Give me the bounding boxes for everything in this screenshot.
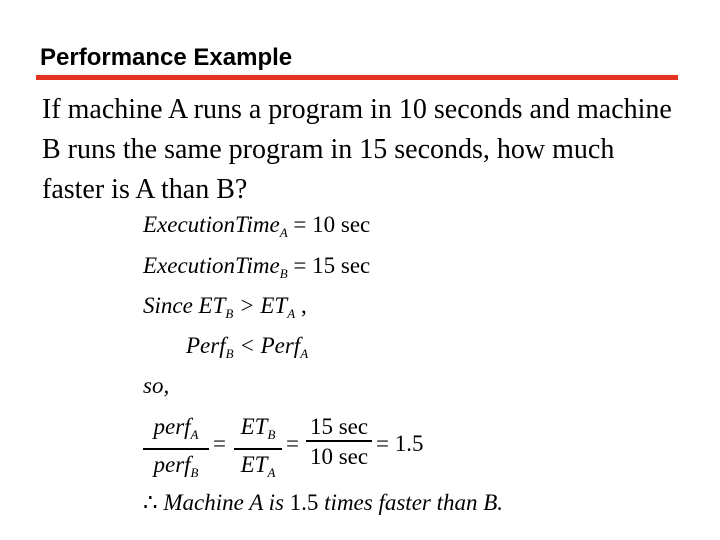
fraction-et: [234, 414, 282, 488]
frac-num-sub: B: [267, 427, 276, 442]
equation-since: [143, 293, 307, 322]
equation-perf: [186, 333, 308, 362]
fraction-seconds: [306, 414, 372, 472]
eq-sub1: B: [225, 306, 234, 321]
eq-var: ExecutionTime: [143, 212, 280, 237]
ratio-result: = 1.5: [376, 431, 424, 456]
title-underline: [36, 75, 678, 80]
eq-sub2: A: [287, 306, 296, 321]
frac-num: ET: [240, 414, 268, 439]
equation-so: [143, 373, 169, 399]
slide-title: Performance Example: [40, 44, 293, 71]
conclusion-value: 1.5: [289, 490, 319, 515]
conclusion-text-1: Machine A is: [163, 490, 290, 515]
eq-mid: < Perf: [233, 333, 301, 358]
equals-sign-2: =: [286, 431, 299, 456]
frac-den: ET: [240, 451, 268, 477]
eq-lead: Perf: [186, 333, 226, 358]
conclusion-line: [143, 490, 503, 516]
eq-sub: B: [279, 266, 288, 281]
frac-den-sub: A: [267, 464, 276, 480]
eq-tail: ,: [295, 293, 307, 318]
conclusion-text-2: times faster than B.: [318, 490, 504, 515]
equation-exec-time-b: [143, 253, 370, 282]
eq-mid: > ET: [233, 293, 288, 318]
fraction-perf: [143, 414, 209, 488]
frac-num: perf: [153, 414, 191, 439]
frac-den: 10 sec: [309, 443, 369, 469]
eq-sub2: A: [300, 346, 309, 361]
therefore-symbol: ∴: [143, 490, 158, 515]
eq-rhs: = 15 sec: [293, 253, 371, 278]
eq-rhs: = 10 sec: [293, 212, 371, 237]
eq-text: so,: [143, 373, 170, 398]
equation-exec-time-a: [143, 212, 370, 241]
frac-den-sub: B: [190, 464, 199, 480]
eq-sub1: B: [225, 346, 234, 361]
frac-num-sub: A: [190, 427, 199, 442]
eq-sub: A: [279, 225, 288, 240]
eq-var: ExecutionTime: [143, 253, 280, 278]
frac-den: perf: [153, 451, 191, 477]
question-text: If machine A runs a program in 10 seconds and machine B runs the same program in 15 seconds, how much faster is A than B?: [42, 94, 672, 205]
frac-num: 15 sec: [309, 414, 369, 439]
eq-lead: Since ET: [143, 293, 226, 318]
equals-sign-1: =: [213, 431, 226, 456]
